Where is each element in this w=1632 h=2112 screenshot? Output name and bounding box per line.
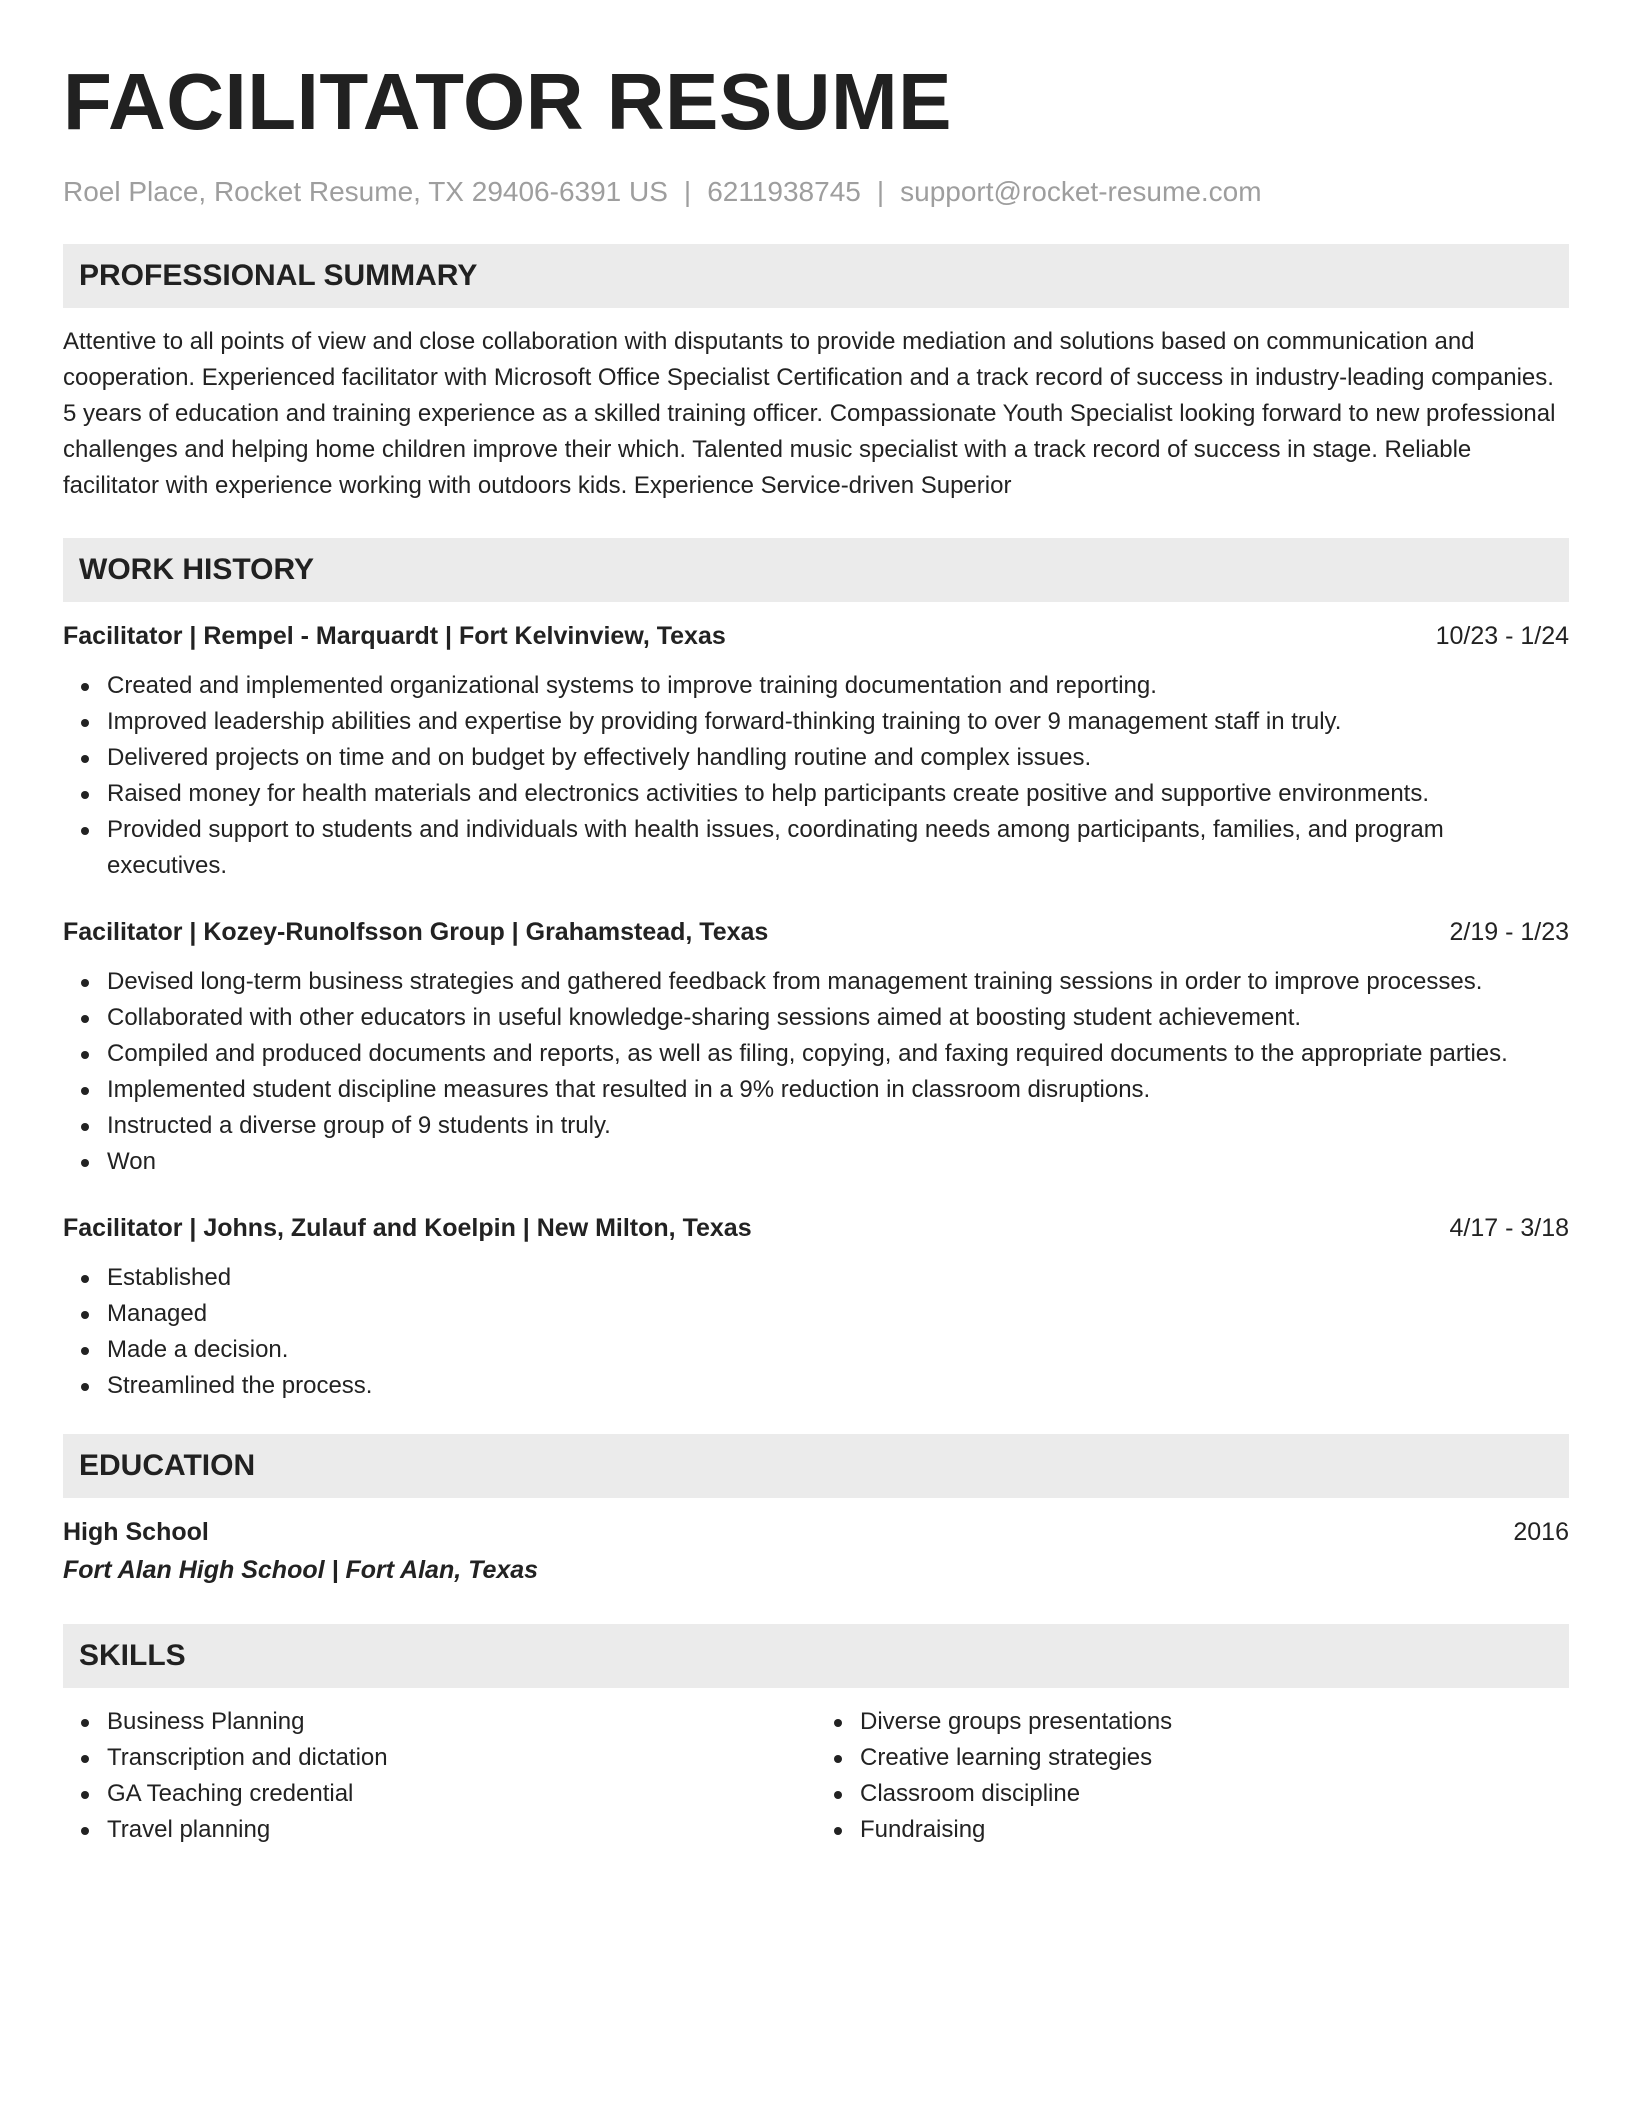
- education-school: Fort Alan High School | Fort Alan, Texas: [63, 1556, 539, 1584]
- resume-title: FACILITATOR RESUME: [63, 57, 952, 146]
- job-entry: [63, 1210, 1569, 1404]
- skill-item: Creative learning strategies: [860, 1740, 1569, 1776]
- education-year: 2016: [1513, 1518, 1569, 1546]
- contact-separator: |: [683, 176, 692, 207]
- section-header-education: EDUCATION: [63, 1434, 1569, 1498]
- skills-grid: [63, 1704, 1569, 1848]
- summary-text: Attentive to all points of view and close collaboration with disputants to provide mediation and solutions based on communication and cooperation. Experienced facilitator with Microsoft Office Specialist Certification and a track record of success in industry-leading companies. 5 years of education and training experience as a skilled training officer. Compassionate Youth Specialist looking forward to new professional challenges and helping home children improve their which. Talented music specialist with a track record of success in stage. Reliable facilitator with experience working with outdoors kids. Experience Service-driven Superior: [63, 328, 1556, 499]
- job-dates: 10/23 - 1/24: [1435, 622, 1569, 650]
- job-bullet: Won: [107, 1144, 1569, 1180]
- skill-item: Classroom discipline: [860, 1776, 1569, 1812]
- job-bullet: Created and implemented organizational systems to improve training documentation and reporting.: [107, 668, 1569, 704]
- skill-item: Transcription and dictation: [107, 1740, 816, 1776]
- job-dates: 2/19 - 1/23: [1449, 918, 1569, 946]
- job-bullets: [63, 1260, 1569, 1404]
- education-degree: High School: [63, 1518, 209, 1546]
- job-bullet: Improved leadership abilities and expertise by providing forward-thinking training to over 9 management staff in truly.: [107, 704, 1569, 740]
- education-row: [63, 1514, 1569, 1550]
- job-dates: 4/17 - 3/18: [1449, 1214, 1569, 1242]
- job-bullet: Implemented student discipline measures that resulted in a 9% reduction in classroom disruptions.: [107, 1072, 1569, 1108]
- section-header-skills: SKILLS: [63, 1624, 1569, 1688]
- job-bullet: Established: [107, 1260, 1569, 1296]
- job-heading: [63, 618, 1569, 654]
- skill-item: Business Planning: [107, 1704, 816, 1740]
- job-bullet: Compiled and produced documents and reports, as well as filing, copying, and faxing required documents to the appropriate parties.: [107, 1036, 1569, 1072]
- job-bullets: [63, 964, 1569, 1180]
- job-bullet: Streamlined the process.: [107, 1368, 1569, 1404]
- job-bullet: Managed: [107, 1296, 1569, 1332]
- job-bullets: [63, 668, 1569, 884]
- skills-list: [63, 1704, 816, 1848]
- job-title: Facilitator | Rempel - Marquardt | Fort Kelvinview, Texas: [63, 622, 726, 650]
- job-title: Facilitator | Kozey-Runolfsson Group | Grahamstead, Texas: [63, 918, 769, 946]
- job-bullet: Delivered projects on time and on budget by effectively handling routine and complex issues.: [107, 740, 1569, 776]
- skill-item: GA Teaching credential: [107, 1776, 816, 1812]
- contact-line: [63, 176, 1569, 208]
- section-header-summary: PROFESSIONAL SUMMARY: [63, 244, 1569, 308]
- job-bullet: Devised long-term business strategies and gathered feedback from management training sessions in order to improve processes.: [107, 964, 1569, 1000]
- job-bullet: Instructed a diverse group of 9 students in truly.: [107, 1108, 1569, 1144]
- skill-item: Fundraising: [860, 1812, 1569, 1848]
- job-title: Facilitator | Johns, Zulauf and Koelpin | New Milton, Texas: [63, 1214, 752, 1242]
- job-heading: [63, 914, 1569, 950]
- job-heading: [63, 1210, 1569, 1246]
- contact-email: support@rocket-resume.com: [900, 176, 1262, 207]
- skills-list: [816, 1704, 1569, 1848]
- skill-item: Travel planning: [107, 1812, 816, 1848]
- section-header-work-history: WORK HISTORY: [63, 538, 1569, 602]
- job-entry: [63, 618, 1569, 884]
- skills-column-right: [816, 1704, 1569, 1848]
- job-entry: [63, 914, 1569, 1180]
- skills-column-left: [63, 1704, 816, 1848]
- job-bullet: Collaborated with other educators in useful knowledge-sharing sessions aimed at boosting student achievement.: [107, 1000, 1569, 1036]
- job-bullet: Made a decision.: [107, 1332, 1569, 1368]
- contact-address: Roel Place, Rocket Resume, TX 29406-6391 US: [63, 176, 668, 207]
- job-bullet: Raised money for health materials and electronics activities to help participants create positive and supportive environments.: [107, 776, 1569, 812]
- job-bullet: Provided support to students and individuals with health issues, coordinating needs among participants, families, and program executives.: [107, 812, 1569, 884]
- contact-phone: 6211938745: [707, 176, 861, 207]
- skill-item: Diverse groups presentations: [860, 1704, 1569, 1740]
- contact-separator: |: [876, 176, 885, 207]
